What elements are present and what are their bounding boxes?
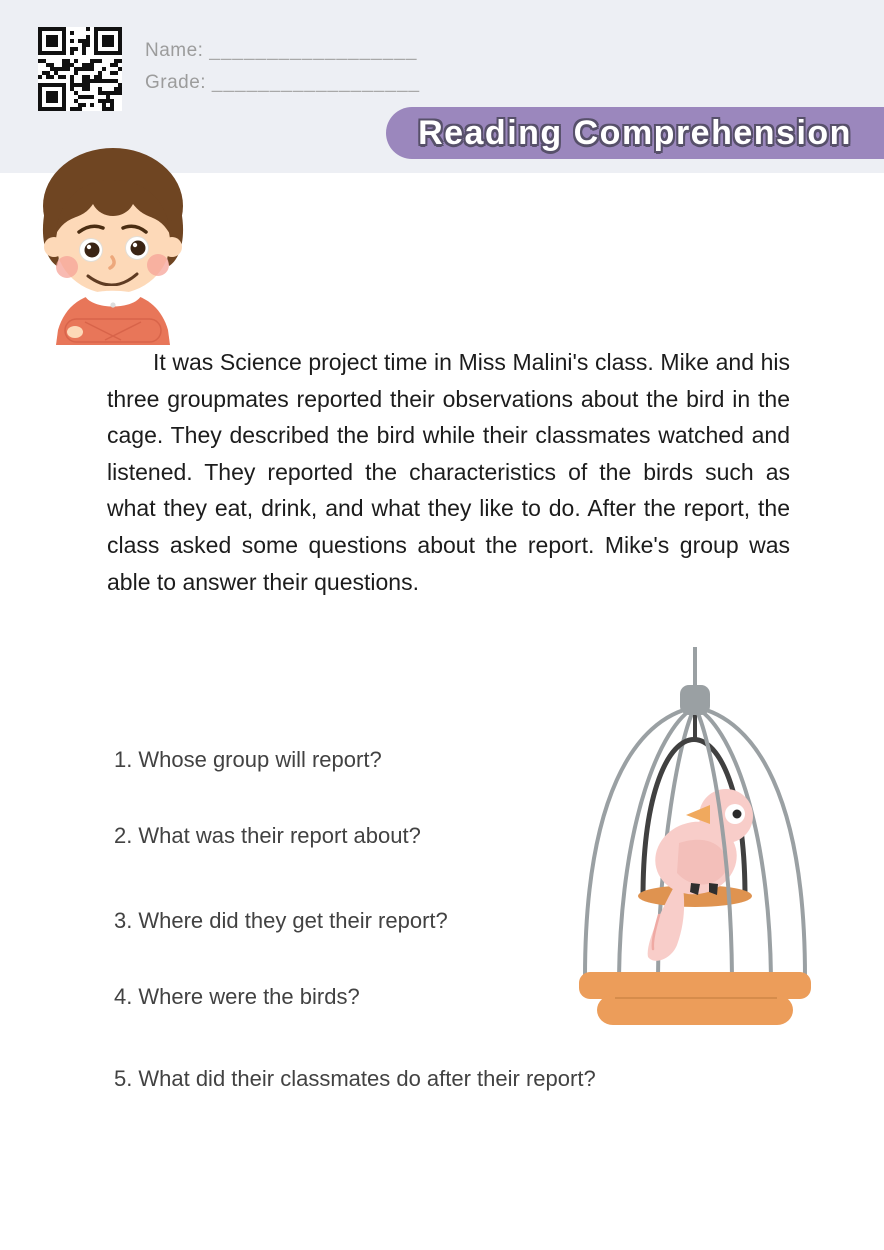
- name-field: [145, 40, 417, 62]
- grade-field: [145, 72, 420, 94]
- question-2-text: What was their report about?: [138, 823, 421, 848]
- boy-student-illustration: [25, 140, 200, 345]
- page-title: Reading Comprehension: [418, 113, 852, 152]
- question-2-number: 2.: [114, 823, 133, 848]
- question-4-text: Where were the birds?: [138, 984, 360, 1009]
- question-2: [114, 823, 421, 849]
- grade-blank-line: __________________: [211, 72, 421, 93]
- question-4-number: 4.: [114, 984, 133, 1009]
- question-5-number: 5.: [114, 1066, 133, 1091]
- question-1: [114, 747, 382, 773]
- birdcage-graphic: [575, 645, 815, 1025]
- boy-graphic: [25, 140, 200, 345]
- grade-label: Grade:: [145, 72, 207, 93]
- qr-code-icon: [38, 27, 122, 111]
- reading-passage: It was Science project time in Miss Malini's class. Mike and his three groupmates reported their observations about the bird in the cage. They described the bird while their classmates watched and listened. They reported the characteristics of the birds such as what they eat, drink, and what they like to do. After the report, the class asked some questions about the report. Mike's group was able to answer their questions.: [107, 349, 790, 595]
- question-5-text: What did their classmates do after their report?: [138, 1066, 596, 1091]
- name-label: Name:: [145, 40, 204, 61]
- birdcage-illustration: [575, 645, 815, 1025]
- question-3-text: Where did they get their report?: [138, 908, 448, 933]
- question-3-number: 3.: [114, 908, 133, 933]
- title-banner: [386, 107, 884, 159]
- qr-code-graphic: [38, 27, 122, 111]
- question-5: [114, 1066, 596, 1092]
- question-1-number: 1.: [114, 747, 133, 772]
- name-blank-line: __________________: [209, 40, 418, 61]
- question-1-text: Whose group will report?: [138, 747, 382, 772]
- question-3: [114, 908, 448, 934]
- question-4: [114, 984, 360, 1010]
